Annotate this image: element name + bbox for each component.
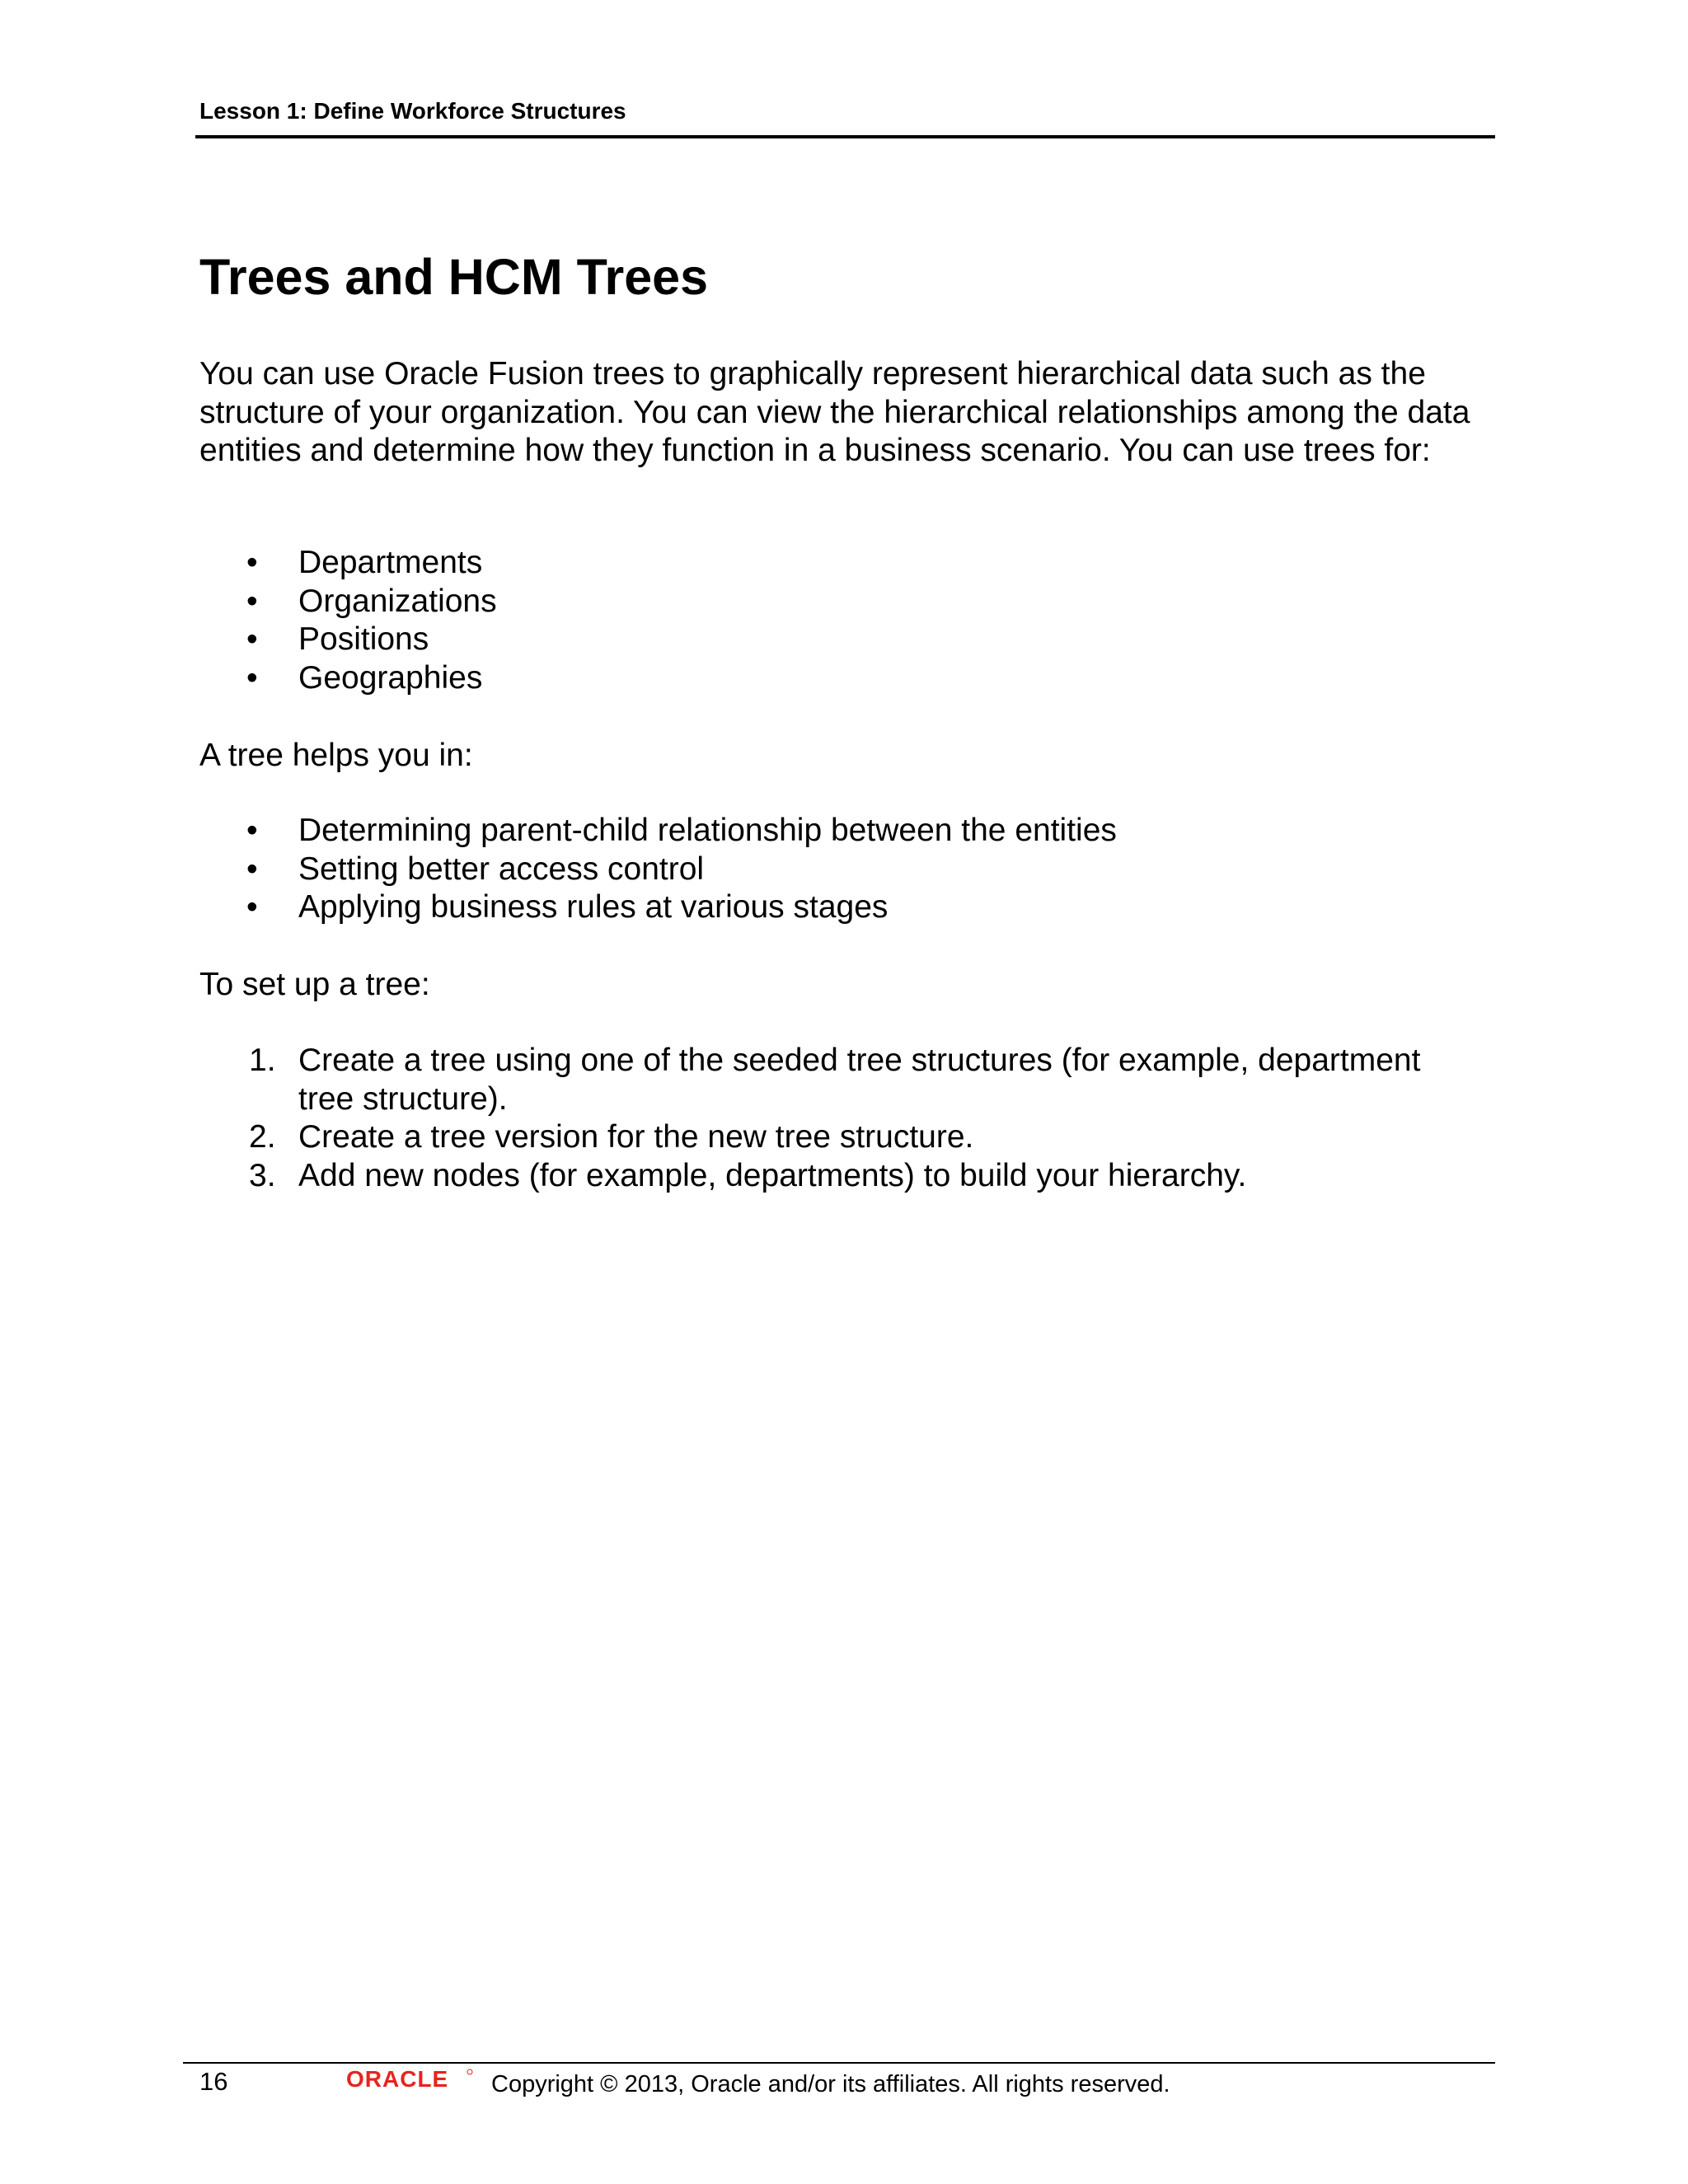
oracle-logo — [346, 2067, 474, 2092]
bullet-icon: • — [246, 583, 258, 619]
list-item: • Positions — [199, 621, 497, 659]
list-item: • Organizations — [199, 583, 497, 621]
page-number: 16 — [199, 2067, 228, 2096]
bullet-icon: • — [246, 813, 258, 848]
setup-steps-list — [199, 1042, 1477, 1195]
bullet-icon: • — [246, 621, 258, 657]
bullet-icon: • — [246, 659, 258, 696]
list-item: 3. Add new nodes (for example, departments) to build your hierarchy. — [199, 1157, 1477, 1196]
bullet-icon: • — [246, 851, 258, 887]
page-title: Trees and HCM Trees — [199, 249, 709, 305]
svg-text:ORACLE: ORACLE — [346, 2067, 449, 2092]
list-item: 1. Create a tree using one of the seeded tree structures (for example, department tree structure). — [249, 1043, 1421, 1117]
list-item: • Applying business rules at various stages — [199, 888, 1117, 927]
list-item: • Setting better access control — [199, 851, 1117, 889]
list-item: 2. Create a tree version for the new tree structure. — [199, 1118, 1477, 1157]
step-number: 2. — [249, 1119, 276, 1155]
list-item: • Departments — [199, 544, 497, 583]
intro-paragraph: You can use Oracle Fusion trees to graphically represent hierarchical data such as the structure of your organization. You can view the hierarchical relationships among the data entities and determine how they function in a business scenario. You can use trees for: — [199, 356, 1470, 468]
header-divider — [195, 135, 1495, 138]
bullet-icon: • — [246, 545, 258, 580]
step-number: 3. — [249, 1157, 276, 1193]
footer-divider — [183, 2062, 1495, 2064]
tree-helps-list — [199, 812, 1117, 927]
setup-intro: To set up a tree: — [199, 967, 430, 1002]
list-item: • Determining parent-child relationship between the entities — [199, 812, 1117, 851]
list-item: • Geographies — [199, 659, 497, 698]
tree-uses-list — [199, 544, 497, 697]
copyright-notice: Copyright © 2013, Oracle and/or its affiliates. All rights reserved. — [491, 2071, 1170, 2097]
lesson-header: Lesson 1: Define Workforce Structures — [199, 98, 626, 124]
bullet-icon: • — [246, 889, 258, 925]
helps-intro: A tree helps you in: — [199, 738, 473, 773]
step-number: 1. — [249, 1043, 276, 1078]
